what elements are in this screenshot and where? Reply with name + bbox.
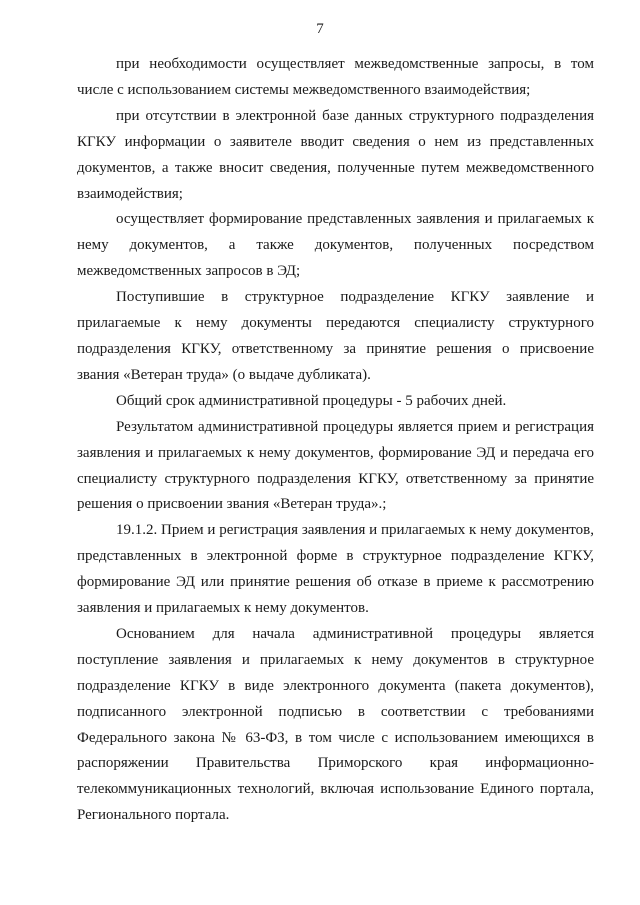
paragraph: Поступившие в структурное подразделение КГКУ заявление и прилагаемые к нему документы передаются специалисту структурного подразделения КГКУ, ответственному за принятие решения о присвоение звания «Ветеран труда» (о выдаче дубликата). xyxy=(77,289,594,383)
paragraph: Общий срок административной процедуры - 5 рабочих дней. xyxy=(116,392,507,409)
document-body xyxy=(77,52,594,829)
paragraph: Основанием для начала административной процедуры является поступление заявления и прилагаемых к нему документов в структурное подразделение КГКУ в виде электронного документа (пакета документов), подписанного электронной подписью в соответствии с требованиями Федерального закона № 63-ФЗ, в том числе с использованием имеющихся в распоряжении Правительства Приморского края информационно-телекоммуникационных технологий, включая использование Единого портала, Регионального портала. xyxy=(77,625,594,824)
paragraph: 19.1.2. Прием и регистрация заявления и прилагаемых к нему документов, представленных в электронной форме в структурное подразделение КГКУ, формирование ЭД или принятие решения об отказе в приеме к рассмотрению заявления и прилагаемых к нему документов. xyxy=(77,522,594,617)
paragraph: при отсутствии в электронной базе данных структурного подразделения КГКУ информации о заявителе вводит сведения о нем из представленных документов, а также вносит сведения, полученные путем межведомственного взаимодействия; xyxy=(77,107,594,202)
paragraph: Результатом административной процедуры является прием и регистрация заявления и прилагаемых к нему документов, формирование ЭД и передача его специалисту структурного подразделения КГКУ, ответственному за принятие решения о присвоении звания «Ветеран труда».; xyxy=(77,418,594,513)
paragraph: осуществляет формирование представленных заявления и прилагаемых к нему документов, а также документов, полученных посредством межведомственных запросов в ЭД; xyxy=(77,211,594,280)
page-number: 7 xyxy=(316,21,324,37)
paragraph: при необходимости осуществляет межведомственные запросы, в том числе с использованием системы межведомственного взаимодействия; xyxy=(77,56,594,98)
